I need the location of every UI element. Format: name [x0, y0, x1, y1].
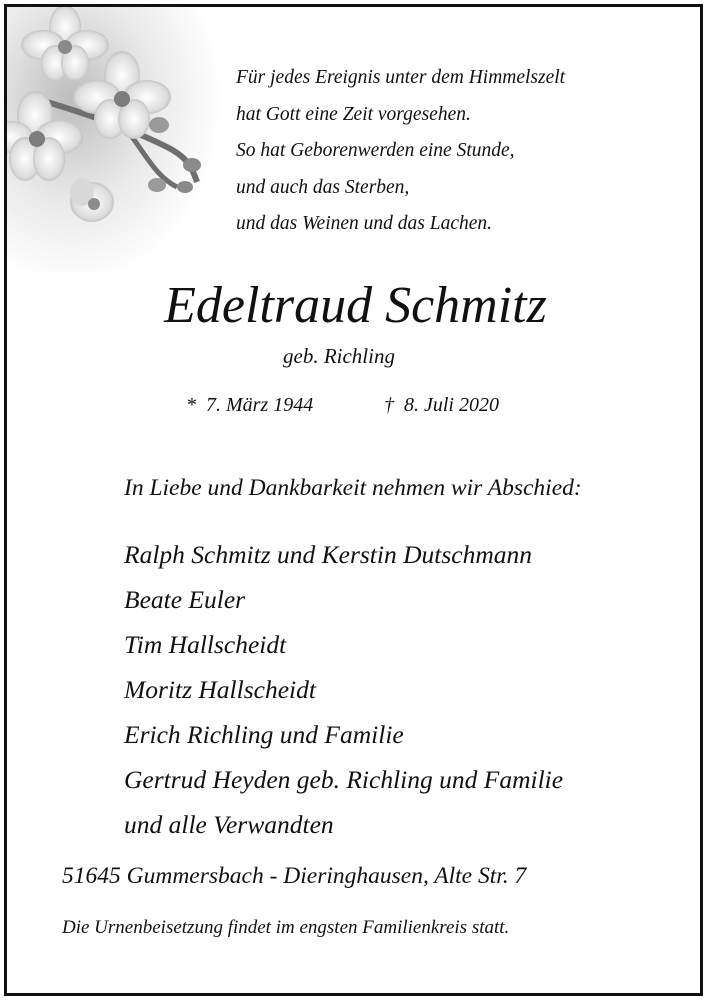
address-line: 51645 Gummersbach - Dieringhausen, Alte Str. 7	[62, 863, 527, 889]
poem	[236, 60, 565, 243]
mourner-item: Moritz Hallscheidt	[124, 675, 316, 704]
poem-line: und das Weinen und das Lachen.	[236, 213, 493, 234]
death-cross-icon: †	[384, 394, 394, 416]
burial-notice: Die Urnenbeisetzung findet im engsten Familienkreis statt.	[62, 917, 510, 938]
death-date-line	[384, 394, 499, 417]
birth-star-icon: *	[186, 394, 196, 416]
mourner-item: Gertrud Heyden geb. Richling und Familie	[124, 765, 564, 794]
poem-line: Für jedes Ereignis unter dem Himmelszelt	[236, 67, 566, 88]
poem-line: So hat Geborenwerden eine Stunde,	[236, 140, 515, 161]
birth-date: 7. März 1944	[206, 394, 314, 416]
mourner-item: Beate Euler	[124, 585, 246, 614]
mourners-list	[124, 532, 563, 847]
deceased-name: Edeltraud Schmitz	[164, 277, 547, 334]
death-date: 8. Juli 2020	[404, 394, 499, 416]
poem-line: hat Gott eine Zeit vorgesehen.	[236, 103, 471, 125]
mourner-item: und alle Verwandten	[124, 810, 334, 839]
poem-line: und auch das Sterben,	[236, 176, 410, 198]
farewell-intro: In Liebe und Dankbarkeit nehmen wir Abschied:	[124, 475, 582, 501]
mourner-item: Erich Richling und Familie	[124, 720, 404, 749]
birth-date-line	[186, 394, 313, 417]
orchid-flower-image	[7, 7, 222, 272]
maiden-name: geb. Richling	[283, 344, 395, 368]
mourner-item: Ralph Schmitz und Kerstin Dutschmann	[124, 540, 532, 569]
mourner-item: Tim Hallscheidt	[124, 630, 287, 659]
